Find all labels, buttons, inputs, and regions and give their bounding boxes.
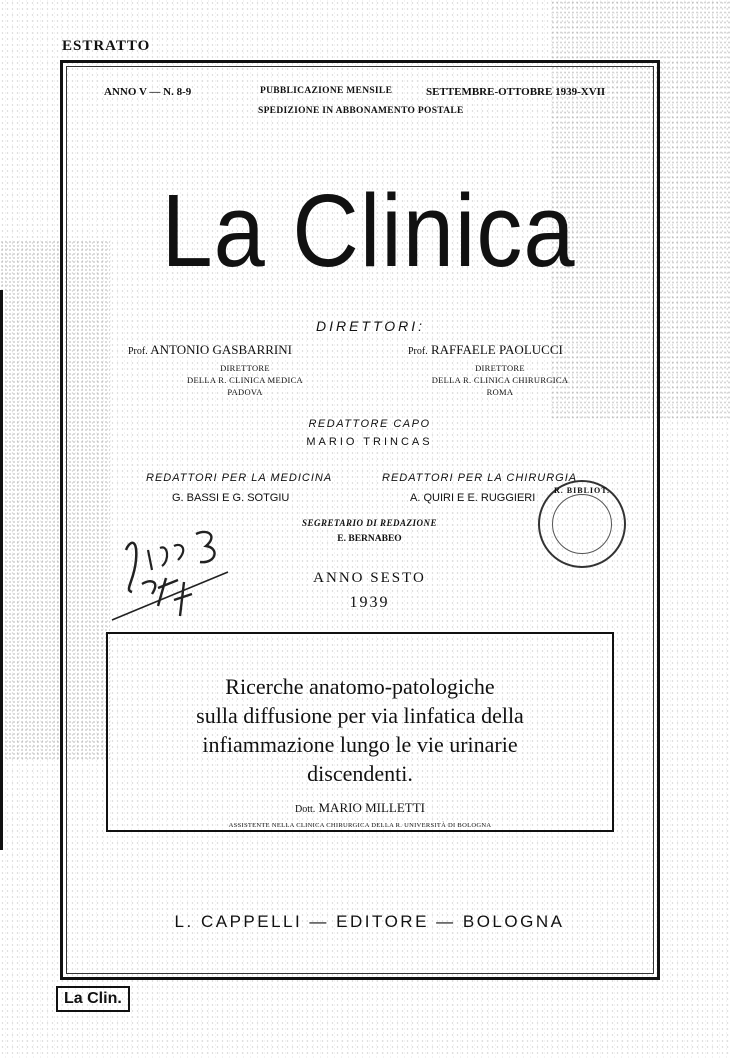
director-right-city: ROMA	[486, 387, 514, 397]
medicine-editors-label: REDATTORI PER LA MEDICINA	[146, 472, 333, 484]
director-left-institution: DELLA R. CLINICA MEDICA	[187, 375, 303, 385]
article-author-name: MARIO MILLETTI	[318, 800, 426, 815]
director-right-affiliation	[390, 362, 610, 398]
library-stamp	[538, 480, 626, 568]
secretary-name: E. BERNABEO	[337, 534, 402, 544]
article-title-line: infiammazione lungo le vie urinarie	[202, 732, 518, 757]
article-author-prefix: Dott.	[294, 804, 316, 815]
estratto-label: ESTRATTO	[62, 38, 151, 54]
medicine-editors-names: G. BASSI E G. SOTGIU	[172, 492, 290, 504]
director-right	[408, 342, 563, 358]
director-left-prefix: Prof.	[128, 346, 148, 357]
article-title-line: Ricerche anatomo-patologiche	[225, 674, 495, 699]
volume-year: 1939	[349, 594, 390, 611]
director-right-name: RAFFAELE PAOLUCCI	[430, 342, 563, 357]
secretary-label: SEGRETARIO DI REDAZIONE	[301, 518, 438, 528]
surgery-editors-label: REDATTORI PER LA CHIRURGIA	[382, 472, 578, 484]
director-left-city: PADOVA	[227, 387, 263, 397]
article-author	[106, 800, 614, 816]
director-left	[128, 342, 292, 358]
director-right-prefix: Prof.	[408, 346, 428, 357]
chief-editor-label: REDATTORE CAPO	[308, 418, 431, 430]
chief-editor-name: MARIO TRINCAS	[306, 436, 433, 448]
director-left-name: ANTONIO GASBARRINI	[150, 342, 292, 357]
director-left-role: DIRETTORE	[220, 363, 270, 373]
article-title	[106, 672, 614, 788]
article-title-line: sulla diffusione per via linfatica della	[196, 703, 524, 728]
director-right-role: DIRETTORE	[475, 363, 525, 373]
publication-type: PUBBLICAZIONE MENSILE	[260, 86, 393, 96]
director-right-institution: DELLA R. CLINICA CHIRURGICA	[431, 375, 569, 385]
volume-label: ANNO SESTO	[313, 570, 426, 586]
article-author-affiliation: ASSISTENTE NELLA CLINICA CHIRURGICA DELLA R. UNIVERSITÀ DI BOLOGNA	[228, 822, 492, 829]
surgery-editors-names: A. QUIRI E E. RUGGIERI	[410, 492, 536, 504]
journal-title: La Clinica	[161, 174, 576, 289]
library-stamp-text: R. BIBLIOT.	[554, 486, 610, 495]
directors-heading: DIRETTORI:	[315, 318, 426, 334]
issue-date: SETTEMBRE-OTTOBRE 1939-XVII	[426, 86, 606, 98]
article-title-line: discendenti.	[307, 761, 413, 786]
shelfmark-label: La Clin.	[56, 986, 130, 1012]
issue-number: ANNO V — N. 8-9	[104, 86, 192, 98]
publisher-line: L. CAPPELLI — EDITORE — BOLOGNA	[174, 912, 565, 931]
postal-note: SPEDIZIONE IN ABBONAMENTO POSTALE	[258, 106, 464, 116]
director-left-affiliation	[140, 362, 350, 398]
